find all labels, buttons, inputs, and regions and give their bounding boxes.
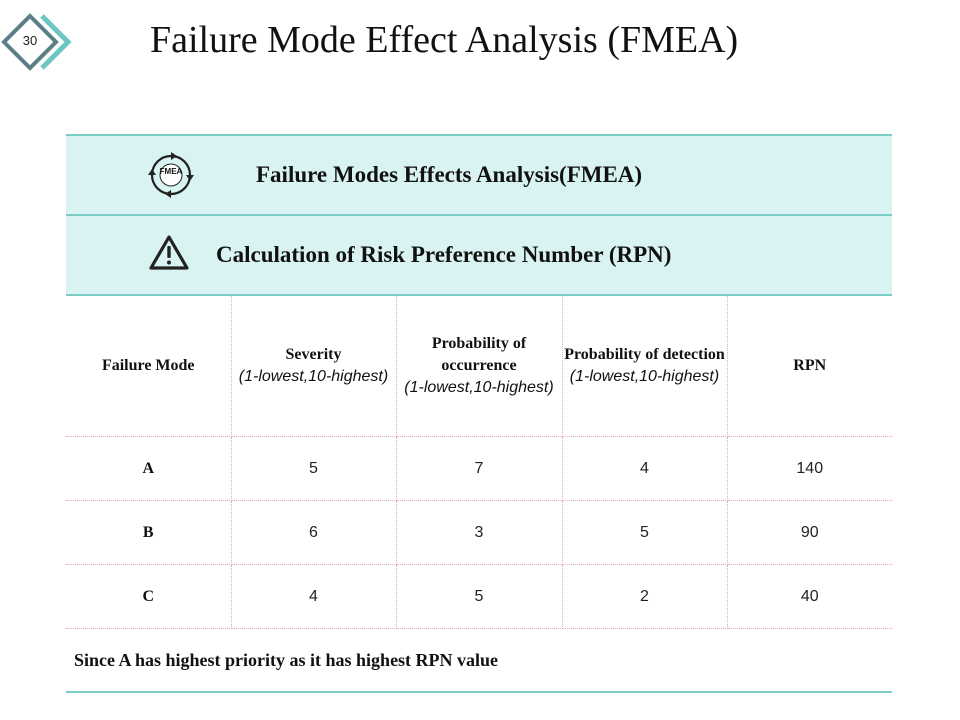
- table-row: [66, 501, 892, 565]
- cell-severity: 4: [231, 565, 396, 629]
- header-failure-mode: Failure Mode: [66, 295, 231, 437]
- cell-detection: 4: [562, 437, 727, 501]
- rpn-banner: [66, 215, 892, 295]
- table-row: [66, 565, 892, 629]
- cell-occurrence: 3: [396, 501, 562, 565]
- cell-severity: 6: [231, 501, 396, 565]
- warning-triangle-icon: [148, 234, 190, 272]
- cell-occurrence: 5: [396, 565, 562, 629]
- slide-number-badge: [0, 13, 72, 73]
- svg-text:FMEA: FMEA: [159, 167, 183, 176]
- page-title: Failure Mode Effect Analysis (FMEA): [150, 19, 739, 61]
- cell-mode: B: [66, 501, 231, 565]
- table-header-row: [66, 295, 892, 437]
- cell-mode: A: [66, 437, 231, 501]
- fmea-banner: [66, 135, 892, 215]
- rpn-banner-title: Calculation of Risk Preference Number (RPN): [216, 242, 672, 267]
- cell-detection: 2: [562, 565, 727, 629]
- cell-occurrence: 7: [396, 437, 562, 501]
- header-severity: Severity (1-lowest,10-highest): [231, 295, 396, 437]
- cell-mode: C: [66, 565, 231, 629]
- cell-rpn: 90: [727, 501, 892, 565]
- fmea-table: [66, 134, 892, 693]
- fmea-cycle-icon: [146, 150, 196, 200]
- cell-rpn: 40: [727, 565, 892, 629]
- cell-severity: 5: [231, 437, 396, 501]
- header-rpn: RPN: [727, 295, 892, 437]
- fmea-banner-title: Failure Modes Effects Analysis(FMEA): [256, 162, 643, 187]
- header-occurrence: Probability of occurrence (1-lowest,10-highest): [396, 295, 562, 437]
- cell-rpn: 140: [727, 437, 892, 501]
- conclusion-note: Since A has highest priority as it has highest RPN value: [66, 629, 892, 693]
- slide-number: 30: [22, 33, 38, 48]
- cell-detection: 5: [562, 501, 727, 565]
- table-row: [66, 437, 892, 501]
- header-detection: Probability of detection (1-lowest,10-highest): [562, 295, 727, 437]
